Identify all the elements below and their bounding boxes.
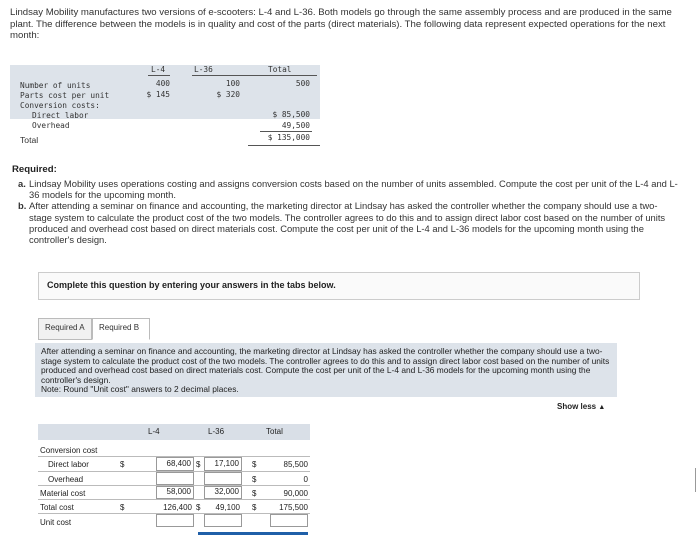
col-header-total: Total [268,65,292,74]
rounding-note: Note: Round "Unit cost" answers to 2 decimal places. [41,384,239,395]
answer-col-l4: L-4 [148,427,160,436]
row-divider [38,499,310,500]
grand-total: $ 135,000 [267,133,310,142]
row-label-conversion: Conversion costs: [20,101,100,110]
problem-intro: Lindsay Mobility manufactures two versions of e-scooters: L-4 and L-36. Both models go through the same assembly process and are produced in the same plant. The difference between the models is in quality and cost of the parts (direct materials). The following data represent expected operations for the next month: [10,7,672,41]
material-total-value: 90,000 [283,489,308,498]
dollar-sign: $ [252,460,257,469]
dollar-sign: $ [196,503,201,512]
input-unit-cost-total[interactable] [270,514,308,527]
answer-table [38,424,310,532]
value: 58,000 [166,487,191,496]
divider [262,75,317,76]
units-l36: 100 [225,79,240,88]
instructions-banner-text: Complete this question by entering your answers in the tabs below. [47,280,336,290]
row-label-total: Total [20,135,39,145]
requirement-b-text: After attending a seminar on finance and accounting, the marketing director at Lindsay has asked the controller whether the company should use a two-stage system to calculate the product cost of the two models. The controller agrees to do this and to assign direct labor cost based on the number of units produced and overhead cost based on direct materials cost. Compute the cost per unit of the L-4 and L-36 models for the upcoming month using the controller's design. [29,200,666,246]
label-total-cost: Total cost [40,503,74,512]
input-direct-labor-l36[interactable] [204,457,242,471]
overhead-total: 49,500 [281,121,310,130]
input-material-l4[interactable] [156,486,194,499]
input-overhead-l36[interactable] [204,472,242,485]
dollar-sign: $ [252,503,257,512]
requirement-b-label: b. [18,200,27,212]
divider [192,75,262,76]
dollar-sign: $ [120,460,125,469]
input-material-l36[interactable] [204,486,242,499]
label-conversion-cost: Conversion cost [40,446,98,455]
instructions-banner [38,272,640,300]
input-direct-labor-l4[interactable] [156,457,194,471]
direct-labor-total-value: 85,500 [283,460,308,469]
requirements-list [18,178,678,245]
dollar-sign: $ [252,489,257,498]
label-material-cost: Material cost [40,489,86,498]
accent-bar [198,532,308,535]
value: 17,100 [214,459,239,468]
requirement-a-label: a. [18,178,26,189]
divider [148,75,170,76]
row-label-parts: Parts cost per unit [20,91,110,100]
value: 32,000 [214,487,239,496]
label-direct-labor: Direct labor [48,460,89,469]
tab-instructions [35,343,617,397]
input-unit-cost-l4[interactable] [156,514,194,527]
parts-l36: $ 320 [216,90,240,99]
total-cost-l4: 126,400 [163,503,192,512]
parts-l4: $ 145 [146,90,170,99]
units-l4: 400 [155,79,170,88]
col-header-l4: L-4 [151,65,166,74]
row-label-direct-labor: Direct labor [32,111,89,120]
total-cost-total: 175,500 [279,503,308,512]
units-total: 500 [295,79,310,88]
divider [260,131,312,132]
scrollbar-edge[interactable] [695,468,700,492]
row-label-units: Number of units [20,81,91,90]
row-label-overhead: Overhead [32,121,70,130]
answer-col-total: Total [266,427,283,436]
divider [248,145,320,146]
required-heading: Required: [12,164,57,175]
requirement-a [18,178,678,200]
input-unit-cost-l36[interactable] [204,514,242,527]
total-cost-l36: 49,100 [215,503,240,512]
show-less-text: Show less [557,402,597,411]
dollar-sign: $ [120,503,125,512]
input-overhead-l4[interactable] [156,472,194,485]
show-less-link[interactable] [557,402,605,411]
value: 68,400 [166,459,191,468]
tab-instructions-text: After attending a seminar on finance and accounting, the marketing director at Lindsay has asked the controller whether the company should use a two-stage system to calculate the product cost of the two models. The controller agrees to do this and to assign direct labor cost based on the number of units produced and overhead cost based on direct materials cost. Compute the cost per unit of the L-4 and L-36 models for the upcoming month using the controller's design. [41,346,610,385]
overhead-total-value: 0 [303,475,308,484]
tab-required-b[interactable]: Required B [92,318,150,340]
dollar-sign: $ [196,460,201,469]
label-unit-cost: Unit cost [40,518,72,527]
requirement-a-text: Lindsay Mobility uses operations costing and assigns conversion costs based on the number of units assembled. Compute the cost per unit of the L-4 and L-36 models for the upcoming month. [29,178,678,201]
tab-required-a[interactable]: Required A [38,318,92,340]
expected-operations-table [10,65,320,149]
dollar-sign: $ [252,475,257,484]
direct-labor-total: $ 85,500 [272,110,310,119]
answer-col-l36: L-36 [208,427,225,436]
label-overhead: Overhead [48,475,84,484]
col-header-l36: L-36 [194,65,213,74]
requirement-b [18,200,678,245]
caret-up-icon: ▲ [598,404,606,411]
